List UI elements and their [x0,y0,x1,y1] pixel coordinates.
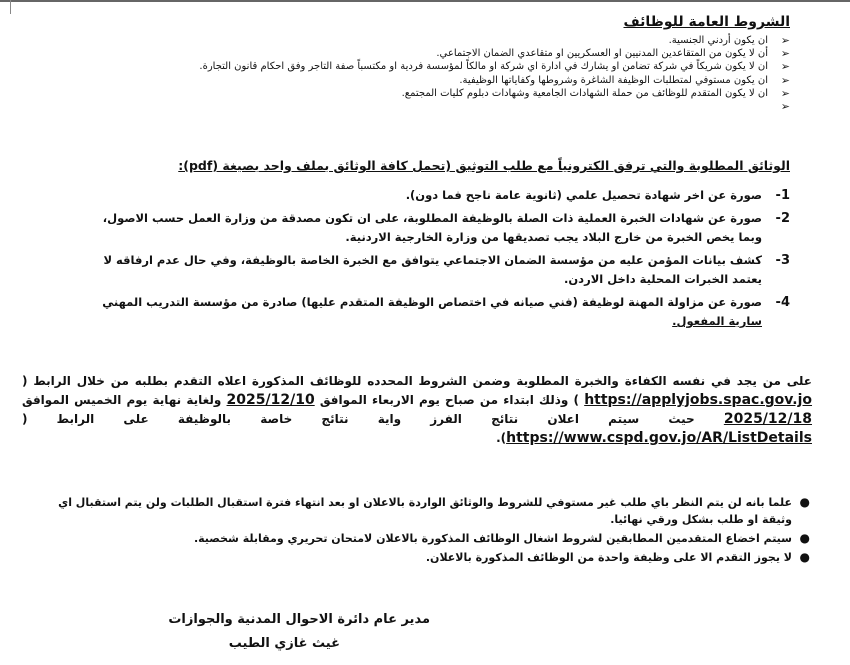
list-item [32,549,812,566]
announcement-text: ). [496,431,507,445]
note-text: سيتم اخضاع المتقدمين المطابقين لشروط اشغال الوظائف المذكورة بالاعلان لامتحان تحريري ومقابلة شخصية. [193,532,792,545]
item-number: 3- [775,253,790,268]
notes-list [32,494,812,568]
end-date: 2025/12/18 [723,411,812,427]
document-text: كشف بيانات المؤمن عليه من مؤسسة الضمان الاجتماعي يتوافق مع الخبرة الخاصة بالوظيفة، وفي حال عدم ارفاقه لا يعتمد الخبرات المحلية داخل الاردن. [103,253,762,286]
top-border [0,0,850,2]
signatory-title: مدير عام دائرة الاحوال المدنية والجوازات [168,612,430,627]
dot-icon: ● [799,495,810,509]
check-arrow-icon: ➢ [780,73,790,87]
list-item [30,47,790,60]
item-number: 4- [775,295,790,310]
note-text: علما بانه لن يتم النظر باي طلب غير مستوفي للشروط والوثائق الواردة بالاعلان او بعد انتهاء فترة استقبال الطلبات ولن يتم استقبال اي وثيقة او طلب بشكل ورقي نهائيا. [58,496,792,526]
signatory-name: غيث غازي الطيب [228,636,340,651]
announcement-paragraph [22,372,812,448]
results-link[interactable]: https://www.cspd.gov.jo/AR/ListDetails [506,430,812,446]
list-item [80,251,790,289]
list-item [30,87,790,100]
documents-list [80,186,790,335]
announcement-text: على من يجد في نفسه الكفاءة والخبرة المطلوبة وضمن الشروط المحدده للوظائف المذكورة اعلاه التقدم بطلبه من خلال الرابط ( [22,374,812,388]
item-number: 2- [775,211,790,226]
condition-text: ان لا يكون شريكاً في شركة تضامن او يشارك في ادارة اي شركة او مالكاً لمؤسسة فردية او مكتسباً صفة التاجر وفق احكام قانون التجارة. [199,61,768,73]
list-item [32,530,812,547]
list-item [80,209,790,247]
check-arrow-icon: ➢ [780,86,790,100]
document-text: صورة عن اخر شهادة تحصيل علمي (ثانوية عامة ناجح فما دون). [405,188,762,202]
check-arrow-icon: ➢ [780,100,790,114]
start-date: 2025/12/10 [226,392,315,408]
condition-text: ان يكون أردني الجنسية. [668,35,768,46]
list-item [80,186,790,205]
documents-heading: الوثائق المطلوبة والتي ترفق الكترونياً مع طلب التوثيق (تحمل كافة الوثائق بملف واحد بصيغة (pdf): [178,158,790,173]
general-conditions-list [30,34,790,114]
apply-link[interactable]: https://applyjobs.spac.gov.jo [584,392,813,408]
document-text: صورة عن شهادات الخبرة العملية ذات الصلة بالوظيفة المطلوبة، على ان تكون مصدقة من وزارة العمل حسب الاصول، وبما يخص الخبرة من خارج البلاد يجب تصديقها من وزارة الخارجية الاردنية. [102,211,762,244]
announcement-text: ) وذلك ابتداء من صباح يوم الاربعاء الموافق [319,393,580,407]
dot-icon: ● [799,550,810,564]
condition-text: ان يكون مستوفي لمتطلبات الوظيفة الشاغرة وشروطها وكفاياتها الوظيفية. [459,74,768,86]
list-item [30,74,790,87]
check-arrow-icon: ➢ [780,47,790,61]
check-arrow-icon: ➢ [780,60,790,74]
list-item [30,60,790,73]
announcement-text: ولغاية نهاية يوم الخميس الموافق [22,393,222,407]
list-item [30,34,790,47]
list-item [32,494,812,528]
document-text: صورة عن مزاولة المهنة لوظيفة (فني صيانه في اختصاص الوظيفة المتقدم عليها) صادرة من مؤسسة التدريب المهني [102,295,762,309]
list-item [80,293,790,331]
document-text-tail: سارية المفعول. [672,314,762,328]
condition-text: أن لا يكون من المتقاعدين المدنيين او العسكريين او متقاعدي الضمان الاجتماعي. [436,48,768,60]
announcement-text: حيث سيتم اعلان نتائج الفرز واية نتائج خاصة بالوظيفة على الرابط ( [22,412,695,426]
item-number: 1- [775,188,790,203]
left-mark [10,0,11,14]
note-text: لا يجوز التقدم الا على وظيفة واحدة من الوظائف المذكورة بالاعلان. [425,551,792,564]
check-arrow-icon: ➢ [780,34,790,47]
condition-text: ان لا يكون المتقدم للوظائف من حملة الشهادات الجامعية وشهادات دبلوم كليات المجتمع. [401,87,768,99]
page-title: الشروط العامة للوظائف [623,14,790,30]
dot-icon: ● [799,531,810,545]
